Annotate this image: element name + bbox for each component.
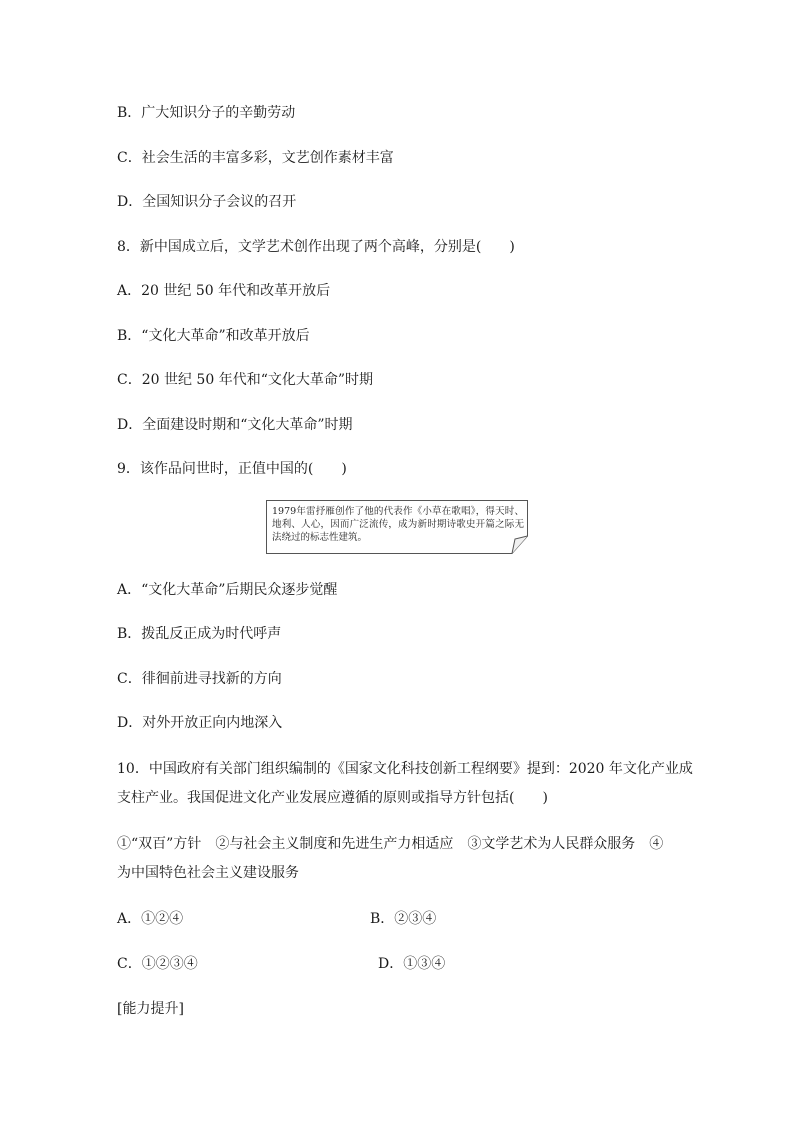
q9-option-c: C．徘徊前进寻找新的方向 bbox=[117, 671, 282, 687]
q8-stem: 8．新中国成立后，文学艺术创作出现了两个高峰，分别是( ) bbox=[117, 239, 515, 255]
q7-option-b: B．广大知识分子的辛勤劳动 bbox=[117, 105, 296, 121]
q10-option-c: C．①②③④ bbox=[117, 956, 198, 972]
q9-note-box bbox=[266, 500, 528, 550]
q9-note-text: 1979年雷抒雁创作了他的代表作《小草在歌唱》，得天时、地利、人心，因而广泛流传，成为新时期诗歌史开篇之际无法绕过的标志性建筑。 bbox=[272, 506, 524, 543]
q10-option-d: D．①③④ bbox=[378, 956, 446, 972]
q10-items-line1: ①“双百”方针 ②与社会主义制度和先进生产力相适应 ③文学艺术为人民群众服务 ④ bbox=[117, 836, 664, 852]
q10-option-a: A．①②④ bbox=[117, 911, 184, 927]
q10-stem-line2: 支柱产业。我国促进文化产业发展应遵循的原则或指导方针包括( ) bbox=[117, 790, 548, 806]
q8-option-b: B．“文化大革命”和改革开放后 bbox=[117, 328, 310, 344]
q9-stem: 9．该作品问世时，正值中国的( ) bbox=[117, 461, 347, 477]
q7-option-d: D．全国知识分子会议的召开 bbox=[117, 194, 297, 210]
section-heading: [能力提升] bbox=[117, 1001, 184, 1017]
q9-option-d: D．对外开放正向内地深入 bbox=[117, 715, 283, 731]
q8-option-d: D．全面建设时期和“文化大革命”时期 bbox=[117, 417, 353, 433]
q7-option-c: C．社会生活的丰富多彩，文艺创作素材丰富 bbox=[117, 150, 394, 166]
q8-option-a: A．20 世纪 50 年代和改革开放后 bbox=[117, 283, 331, 299]
q9-option-a: A．“文化大革命”后期民众逐步觉醒 bbox=[117, 582, 338, 598]
q10-option-b: B．②③④ bbox=[370, 911, 437, 927]
q10-stem-line1: 10．中国政府有关部门组织编制的《国家文化科技创新工程纲要》提到：2020 年文化产业成 bbox=[117, 761, 693, 777]
q9-option-b: B．拨乱反正成为时代呼声 bbox=[117, 626, 282, 642]
q8-option-c: C．20 世纪 50 年代和“文化大革命”时期 bbox=[117, 372, 374, 388]
q10-items-line2: 为中国特色社会主义建设服务 bbox=[117, 865, 299, 881]
